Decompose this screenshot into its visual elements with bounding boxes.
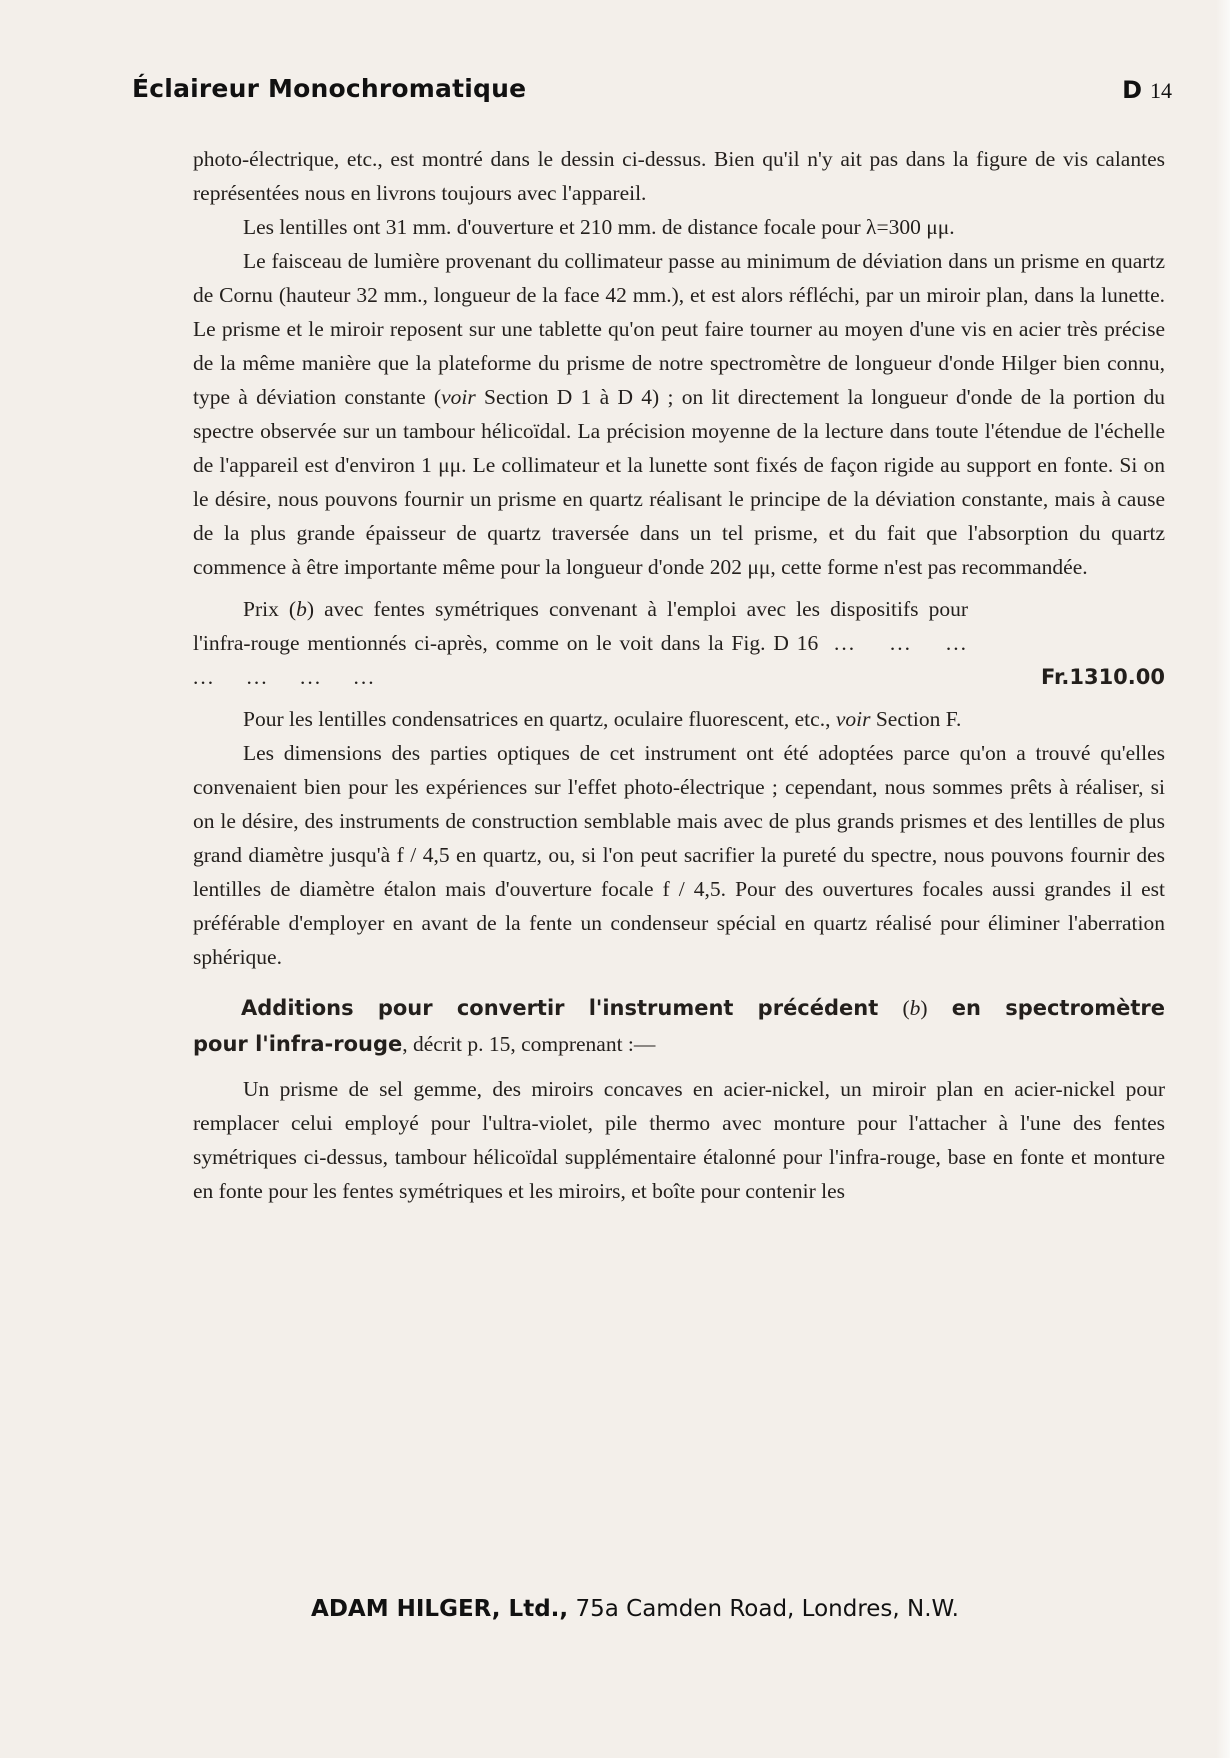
running-title: Éclaireur Monochromatique: [132, 74, 527, 103]
paragraph-condensers: [193, 702, 1165, 736]
page-edge: [1216, 0, 1230, 1758]
heading-paren: ): [920, 996, 928, 1020]
heading-rest: , décrit p. 15, comprenant :—: [402, 1032, 656, 1056]
footer-company: ADAM HILGER, Ltd.,: [311, 1596, 569, 1622]
page-number: [1122, 76, 1172, 104]
paragraph-beam-part-b: Section D 1 à D 4) ; on lit directement la longueur d'onde de la portion du spectre observée sur un tambour hélicoïdal. La précision moyenne de la lecture dans toute l'étendue de l'échelle de l'appareil est d'environ 1 μμ. Le collimateur et la lunette sont fixés de façon rigide au support en fonte. Si on le désire, nous pouvons fournir un prisme en quartz réalisant le principe de la déviation constante, mais à cause de la plus grande épaisseur de quartz traversée dans un tel prisme, et du fait que l'absorption du quartz commence à être importante même pour la longueur d'onde 202 μμ, cette forme n'est pas recommandée.: [193, 385, 1166, 579]
paragraph-dimensions: Les dimensions des parties optiques de cet instrument ont été adoptées parce qu'on a trouvé qu'elles convenaient bien pour les expériences sur l'effet photo-électrique ; cependant, nous sommes prêts à réaliser, si on le désire, des instruments de construction semblable mais avec de plus grands prismes et des lentilles de plus grand diamètre jusqu'à f / 4,5 en quartz, ou, si l'on peut sacrifier la pureté du spectre, nous pouvons fournir des lentilles de diamètre étalon mais d'ouverture focale f / 4,5. Pour des ouvertures focales aussi grandes il est préférable d'employer en avant de la fente un condenseur spécial en quartz réalisé pour éliminer l'aberration sphérique.: [193, 741, 1165, 969]
heading-paren: (: [902, 996, 910, 1020]
section-letter: D: [1122, 76, 1142, 104]
price-description: [193, 592, 968, 694]
heading-bold-c: pour l'infra-rouge: [193, 1032, 403, 1056]
page-header: [132, 74, 1172, 114]
section-reference: Section F.: [870, 707, 962, 731]
voir-reference: voir: [441, 385, 476, 409]
paragraph-beam-part-a: Le faisceau de lumière provenant du collimateur passe au minimum de déviation dans un prisme en quartz de Cornu (hauteur 32 mm., longueur de la face 42 mm.), et est alors réfléchi, par un miroir plan, dans la lunette. Le prisme et le miroir reposent sur une tablette qu'on peut faire tourner au moyen d'une vis en acier très précise de la même manière que la plateforme du prisme de notre spectromètre de longueur d'onde Hilger bien connu, type à déviation constante (: [193, 249, 1165, 409]
heading-line-1: [193, 990, 1165, 1026]
paragraph-additions: Un prisme de sel gemme, des miroirs concaves en acier-nickel, un miroir plan en acier-nickel pour remplacer celui employé pour l'ultra-violet, pile thermo avec monture pour l'attacher à l'une des fentes symétriques ci-dessus, tambour hélicoïdal supplémentaire étalonné pour l'infra-rouge, base en fonte et monture en fonte pour les fentes symétriques et les miroirs, et boîte pour contenir les: [193, 1077, 1165, 1203]
price-text-a: Prix (: [243, 597, 297, 621]
paragraph-continuation: photo-électrique, etc., est montré dans le dessin ci-dessus. Bien qu'il n'y ait pas dans la figure de vis calantes représentées nous en livrons toujours avec l'appareil.: [193, 147, 1165, 205]
price-amount: Fr.1310.00: [1041, 665, 1165, 689]
section-heading: [193, 990, 1165, 1062]
condensers-text: Pour les lentilles condensatrices en quartz, oculaire fluorescent, etc.,: [243, 707, 836, 731]
body-text: [193, 142, 1165, 1208]
page-number-value: 14: [1150, 78, 1172, 103]
heading-line-2: [193, 1032, 655, 1056]
price-entry: [193, 592, 1165, 694]
price-model-letter: b: [296, 597, 307, 621]
paragraph-beam: [193, 244, 1165, 584]
voir-reference: voir: [835, 707, 871, 731]
heading-model-letter: b: [909, 996, 921, 1020]
heading-bold-a: Additions pour convertir l'instrument précédent: [241, 996, 903, 1020]
paragraph-lenses: Les lentilles ont 31 mm. d'ouverture et 210 mm. de distance focale pour λ=300 μμ.: [243, 215, 955, 239]
footer-imprint: [0, 1596, 1230, 1622]
heading-bold-b: en spectromètre: [927, 996, 1165, 1020]
footer-address: 75a Camden Road, Londres, N.W.: [568, 1596, 959, 1622]
price-text-b: ) avec fentes symétriques convenant à l'emploi avec les dispositifs pour l'infra-rouge mentionnés ci-après, comme on le voit dans la Fig. D 16: [193, 597, 968, 655]
dot-leader: ... ... ... ... ... ... ...: [193, 631, 969, 689]
